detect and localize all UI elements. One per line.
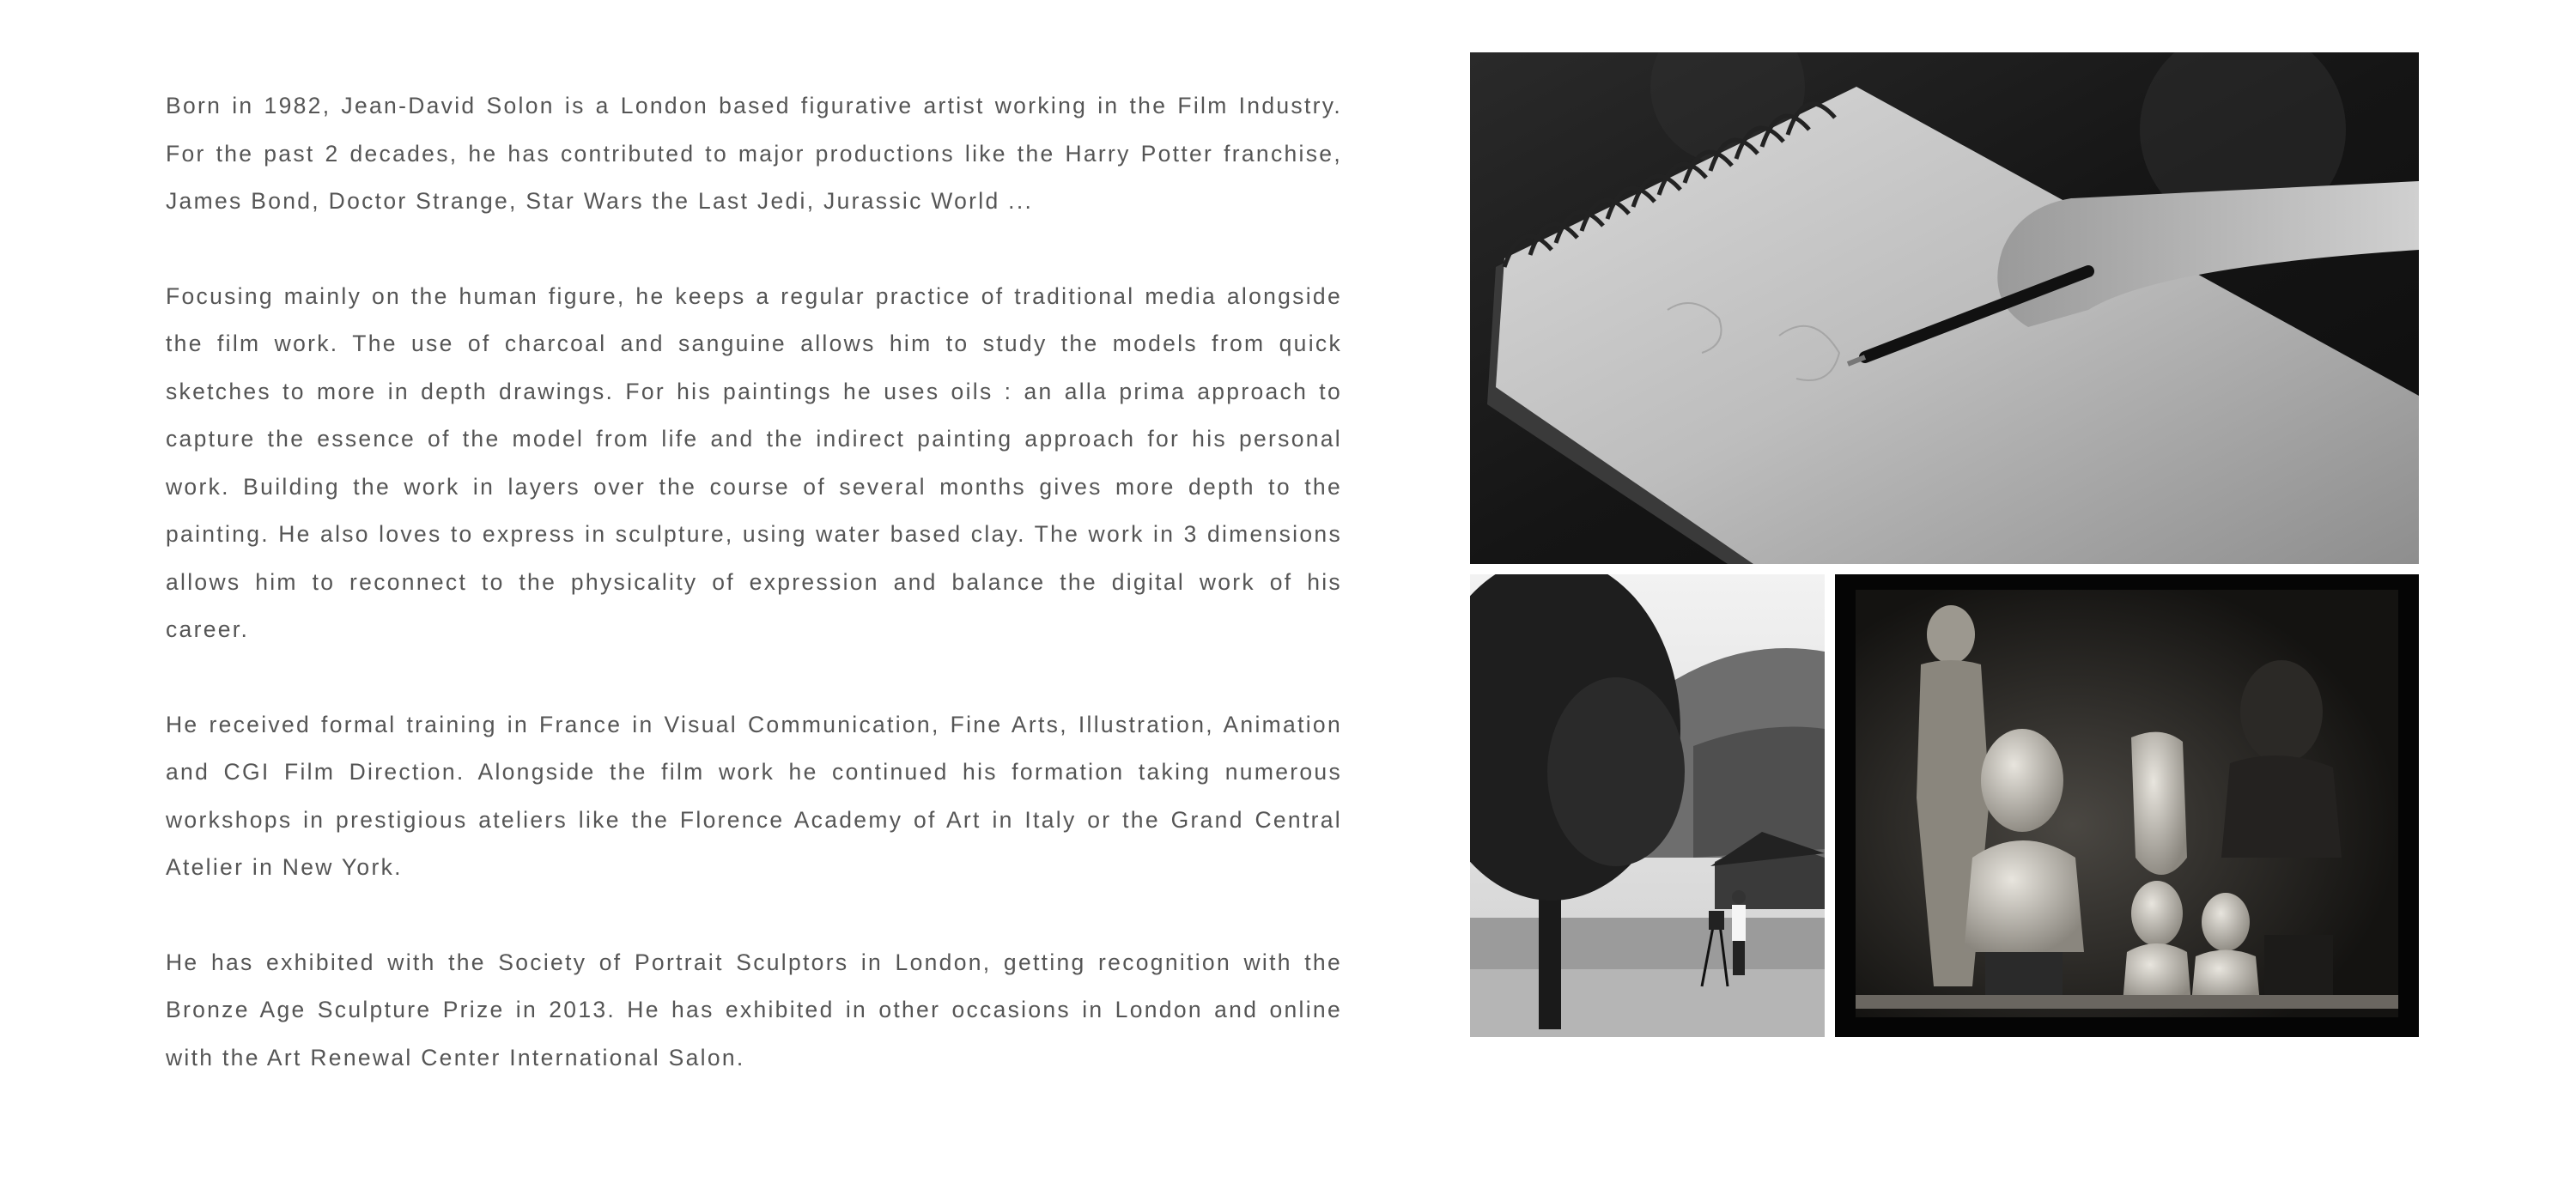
photo-hand-drawing-sketchbook <box>1470 52 2419 564</box>
bio-paragraph-intro: Born in 1982, Jean-David Solon is a London based figurative artist working in the Film Industry. For the past 2 decades, he has contributed to major productions like the Harry Potter franchise, James Bond, Doctor Strange, Star Wars the Last Jedi, Jurassic World ... <box>166 93 1342 214</box>
artist-biography <box>166 82 1342 1129</box>
bio-paragraph-exhibitions: He has exhibited with the Society of Portrait Sculptors in London, getting recognition with the Bronze Age Sculpture Prize in 2013. He has exhibited in other occasions in London and online with the Art Renewal Center International Salon. <box>166 949 1342 1071</box>
photo-plaster-sculptures <box>1835 574 2419 1037</box>
bio-paragraph-training: He received formal training in France in Visual Communication, Fine Arts, Illustration, Animation and CGI Film Direction. Alongside the film work he continued his formation taking numerous workshops in prestigious ateliers like the Florence Academy of Art in Italy or the Grand Central Atelier in New York. <box>166 711 1342 880</box>
photo-painter-in-landscape <box>1470 574 1825 1037</box>
bio-paragraph-practice: Focusing mainly on the human figure, he keeps a regular practice of traditional media alongside the film work. The use of charcoal and sanguine allows him to study the models from quick sketches to more in depth drawings. For his paintings he uses oils : an alla prima approach to capture the essence of the model from life and the indirect painting approach for his personal work. Building the work in layers over the course of several months gives more depth to the painting. He also loves to express in sculpture, using water based clay. The work in 3 dimensions allows him to reconnect to the physicality of expression and balance the digital work of his career. <box>166 282 1342 642</box>
